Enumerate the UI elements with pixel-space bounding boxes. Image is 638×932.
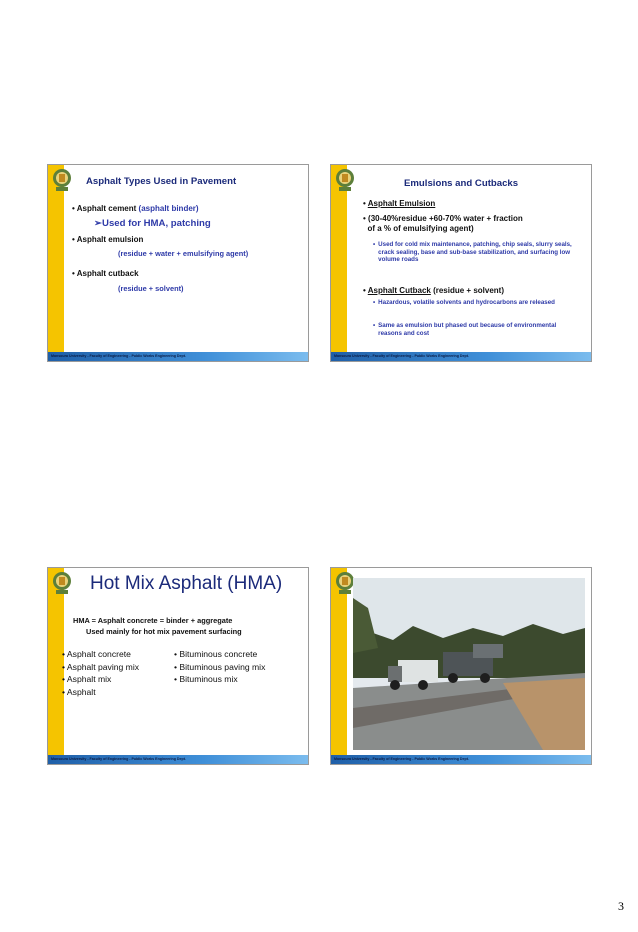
hma-names-column-2 (174, 648, 265, 686)
slide-title: Hot Mix Asphalt (HMA) (90, 573, 283, 594)
list-item: • Asphalt concrete (62, 649, 131, 659)
bullet-rest: (residue + solvent) (430, 286, 504, 295)
slide-asphalt-types (47, 164, 309, 362)
slide-content (351, 165, 587, 351)
slide-title: Emulsions and Cutbacks (404, 178, 519, 189)
emulsion-composition: (residue + water + emulsifying agent) (118, 249, 249, 258)
list-item: • Asphalt paving mix (62, 661, 140, 672)
sub-bullet-emulsion-uses: • Used for cold mix maintenance, patching, chip seals, slurry seals, crack sealing, base and sub-base stabilization, and surfacing low volume roads (373, 241, 581, 264)
hma-names-column-1 (62, 648, 139, 698)
slide-title: Asphalt Types Used in Pavement (86, 176, 237, 187)
bullet-paren: (asphalt binder) (138, 204, 199, 213)
hma-definition: HMA = Asphalt concrete = binder + aggregate (73, 616, 233, 625)
bullet-label: Asphalt cutback (76, 269, 139, 278)
composition-line-1: (30-40%residue +60-70% water + fraction (368, 214, 523, 223)
bullet-label: Asphalt Cutback (367, 286, 431, 295)
bullet-label: Asphalt Emulsion (367, 199, 436, 208)
bullet-asphalt-emulsion: • Asphalt emulsion (72, 235, 144, 244)
page-number: 3 (618, 899, 624, 913)
accent-bar (48, 165, 64, 353)
slide-footer: Mansoura University - Faculty of Engineering - Public Works Engineering Dept. (331, 755, 591, 764)
sub-bullet-text: Same as emulsion but phased out because of environmental reasons and cost (378, 322, 557, 337)
sub-bullet-hma: ➢Used for HMA, patching (94, 218, 211, 229)
paving-photo (353, 578, 585, 750)
bullet-asphalt-cutback: • Asphalt cutback (72, 269, 139, 278)
cutback-composition: (residue + solvent) (118, 284, 184, 293)
sub-bullet-hazardous: • Hazardous, volatile solvents and hydrocarbons are released (373, 299, 555, 306)
slide-emulsions-cutbacks (330, 164, 592, 362)
hma-usage: Used mainly for hot mix pavement surfacing (86, 627, 242, 636)
slide-content (62, 568, 304, 754)
bullet-label: Asphalt cement (76, 204, 137, 213)
accent-bar (331, 568, 347, 756)
list-item: • Asphalt mix (62, 674, 112, 685)
slide-hot-mix-asphalt (47, 567, 309, 765)
slide-paving-photo (330, 567, 592, 765)
slide-content (68, 165, 304, 351)
bullet-emulsion-composition: • (30-40%residue +60-70% water + fraction of a % of emulsifying agent) (363, 214, 523, 233)
accent-bar (331, 165, 347, 353)
slide-footer: Mansoura University - Faculty of Engineering - Public Works Engineering Dept. (48, 755, 308, 764)
bullet-asphalt-emulsion: • Asphalt Emulsion (363, 199, 436, 208)
list-item: • Bituminous concrete (174, 649, 258, 659)
bullet-asphalt-cutback: • Asphalt Cutback (residue + solvent) (363, 286, 504, 295)
composition-line-2: of a % of emulsifying agent) (367, 224, 474, 233)
sub-bullet-text: Used for cold mix maintenance, patching, chip seals, slurry seals, crack sealing, base and sub-base stabilization, and surfacing low volume roads (378, 241, 572, 264)
slide-footer: Mansoura University - Faculty of Engineering - Public Works Engineering Dept. (48, 352, 308, 361)
bullet-label: Asphalt emulsion (76, 235, 144, 244)
bullet-asphalt-cement: • Asphalt cement (asphalt binder) (72, 204, 199, 213)
sub-bullet-text: Hazardous, volatile solvents and hydrocarbons are released (378, 299, 555, 306)
list-item: • Asphalt (62, 686, 96, 697)
list-item: • Bituminous mix (174, 674, 238, 685)
list-item: • Bituminous paving mix (174, 661, 266, 672)
sub-bullet-phased-out: • Same as emulsion but phased out because of environmental reasons and cost (373, 322, 581, 337)
slide-footer: Mansoura University - Faculty of Engineering - Public Works Engineering Dept. (331, 352, 591, 361)
